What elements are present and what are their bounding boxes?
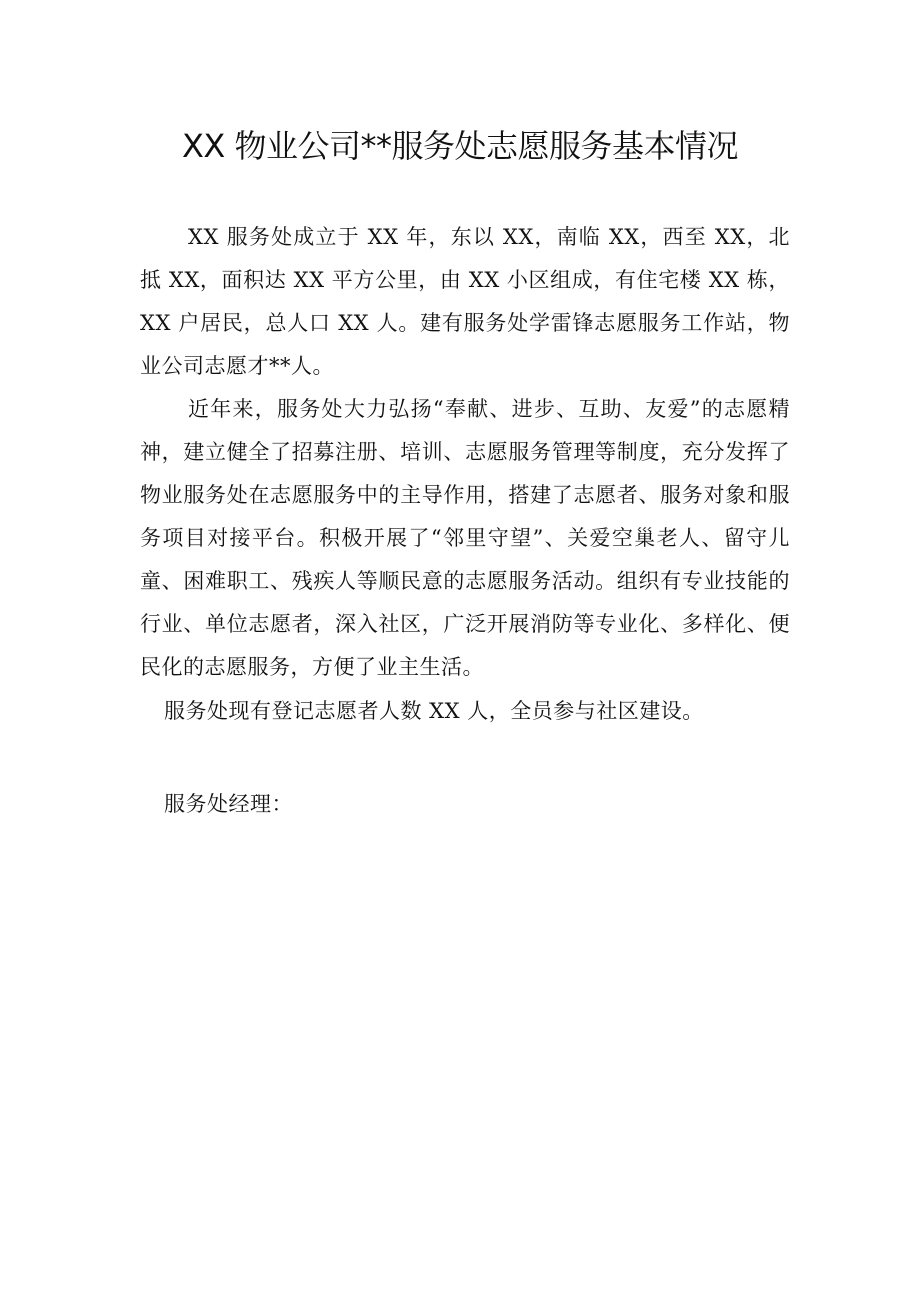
paragraph-overview: XX 服务处成立于 XX 年，东以 XX，南临 XX，西至 XX，北抵 XX，面积达 XX 平方公里，由 XX 小区组成，有住宅楼 XX 栋，XX 户居民，总人口 XX 人。建有服务处学雷锋志愿服务工作站，物业公司志愿才**人。 bbox=[140, 225, 790, 378]
paragraph-activities: 近年来，服务处大力弘扬“奉献、进步、互助、友爱”的志愿精神，建立健全了招募注册、培训、志愿服务管理等制度，充分发挥了物业服务处在志愿服务中的主导作用，搭建了志愿者、服务对象和服务项目对接平台。积极开展了“邻里守望”、关爱空巢老人、留守儿童、困难职工、残疾人等顺民意的志愿服务活动。组织有专业技能的行业、单位志愿者，深入社区，广泛开展消防等专业化、多样化、便民化的志愿服务，方便了业主生活。 bbox=[140, 397, 790, 679]
document-title: XX 物业公司**服务处志愿服务基本情况 bbox=[181, 127, 739, 165]
signature-label: 服务处经理： bbox=[164, 792, 293, 816]
paragraph-volunteer-count: 服务处现有登记志愿者人数 XX 人，全员参与社区建设。 bbox=[164, 699, 704, 723]
